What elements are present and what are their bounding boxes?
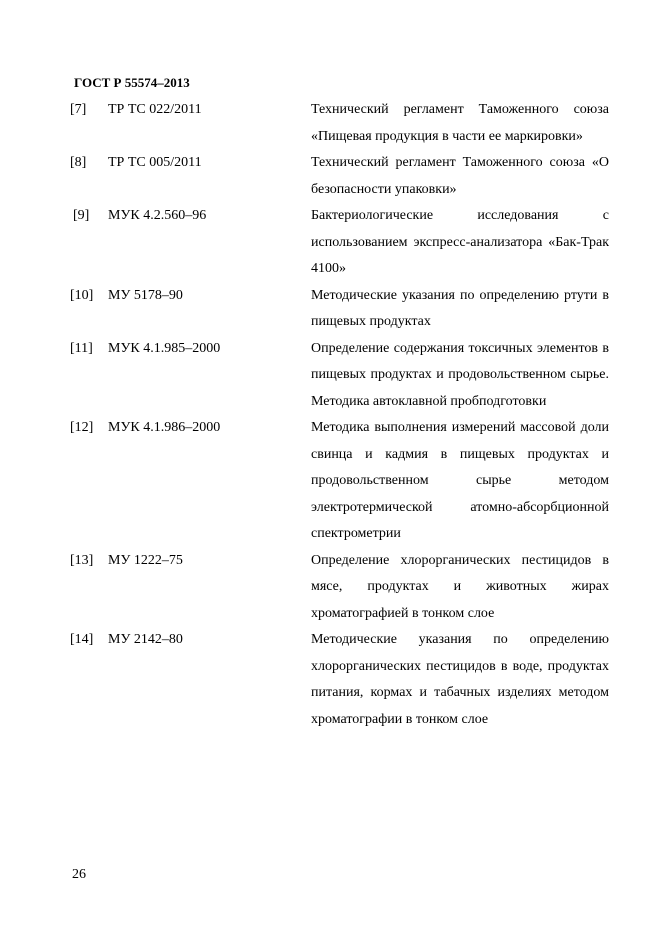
reference-description: Технический регламент Таможенного союза «Пищевая продукция в части ее маркировки» [311, 102, 609, 144]
reference-number: [14] [70, 632, 94, 647]
reference-item [0, 150, 661, 203]
reference-description: Определение хлорорганических пестицидов в мясе, продуктах и животных жирах хроматографией в тонком слое [311, 552, 609, 621]
standard-title: ГОСТ Р 55574–2013 [74, 75, 190, 90]
reference-code: МУК 4.1.986–2000 [108, 420, 221, 435]
reference-code: МУК 4.1.985–2000 [108, 340, 221, 356]
reference-number: [9] [73, 208, 90, 223]
reference-description: Методические указания по определению ртути в пищевых продуктах [311, 287, 609, 329]
reference-number: [7] [70, 102, 87, 117]
page-number: 26 [72, 867, 86, 882]
reference-description: Бактериологические исследования с использованием экспресс-анализатора «Бак-Трак 4100» [311, 208, 609, 276]
reference-number: [12] [70, 420, 94, 435]
reference-item [0, 336, 661, 416]
bibliography-list [0, 97, 661, 733]
reference-item [0, 548, 661, 628]
reference-item [0, 283, 661, 336]
reference-code: ТР ТС 005/2011 [108, 155, 202, 170]
reference-number: [11] [70, 340, 93, 356]
reference-code: МУ 2142–80 [108, 632, 183, 647]
reference-item [0, 97, 661, 150]
reference-number: [13] [70, 552, 94, 568]
reference-code: МУ 1222–75 [108, 552, 183, 568]
reference-description: Технический регламент Таможенного союза «О безопасности упаковки» [311, 155, 609, 197]
reference-code: ТР ТС 022/2011 [108, 102, 202, 117]
reference-number: [10] [70, 287, 94, 303]
reference-code: МУ 5178–90 [108, 287, 183, 303]
reference-item [0, 415, 661, 548]
reference-code: МУК 4.2.560–96 [108, 208, 207, 223]
reference-item [0, 627, 661, 733]
reference-number: [8] [70, 155, 87, 170]
reference-description: Методические указания по определению хлорорганических пестицидов в воде, продуктах питания, кормах и табачных изделиях методом хроматографии в тонком слое [311, 632, 609, 727]
reference-description: Методика выполнения измерений массовой доли свинца и кадмия в пищевых продуктах и продовольственном сырье методом электротермической атомно-абсорбционной спектрометрии [311, 420, 609, 541]
reference-description: Определение содержания токсичных элементов в пищевых продуктах и продовольственном сырье. Методика автоклавной пробподготовки [311, 340, 609, 409]
reference-item [0, 203, 661, 283]
